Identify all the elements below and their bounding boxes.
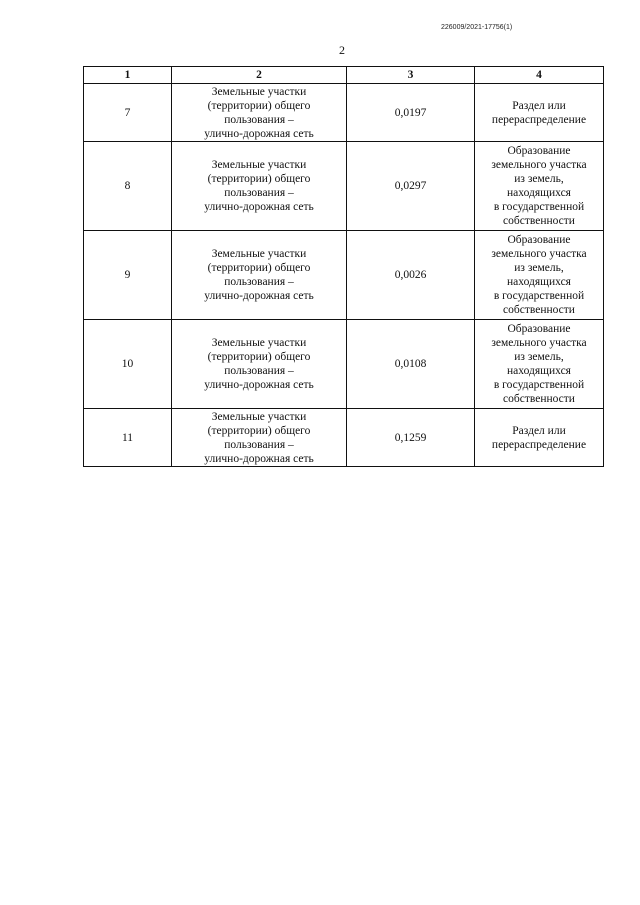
area-value: 0,0026 <box>347 231 475 320</box>
row-number: 8 <box>84 142 172 231</box>
area-value: 0,0108 <box>347 320 475 409</box>
row-number: 11 <box>84 409 172 467</box>
formation-method: Раздел или перераспределение <box>475 84 604 142</box>
header-col-3: 3 <box>347 67 475 84</box>
header-col-4: 4 <box>475 67 604 84</box>
land-category: Земельные участки (территории) общего пользования – улично-дорожная сеть <box>172 409 347 467</box>
area-value: 0,1259 <box>347 409 475 467</box>
formation-method: Образование земельного участка из земель, находящихся в государственной собственности <box>475 142 604 231</box>
page-number: 2 <box>339 43 345 57</box>
table-row <box>84 142 604 231</box>
land-category: Земельные участки (территории) общего пользования – улично-дорожная сеть <box>172 231 347 320</box>
land-category: Земельные участки (территории) общего пользования – улично-дорожная сеть <box>172 84 347 142</box>
table-row <box>84 320 604 409</box>
area-value: 0,0297 <box>347 142 475 231</box>
table-row <box>84 409 604 467</box>
formation-method: Образование земельного участка из земель, находящихся в государственной собственности <box>475 231 604 320</box>
header-col-2: 2 <box>172 67 347 84</box>
land-category: Земельные участки (территории) общего пользования – улично-дорожная сеть <box>172 320 347 409</box>
area-value: 0,0197 <box>347 84 475 142</box>
formation-method: Раздел или перераспределение <box>475 409 604 467</box>
row-number: 7 <box>84 84 172 142</box>
land-category: Земельные участки (территории) общего пользования – улично-дорожная сеть <box>172 142 347 231</box>
table-header-row <box>84 67 604 84</box>
land-plots-table <box>83 66 604 467</box>
row-number: 10 <box>84 320 172 409</box>
table-row <box>84 231 604 320</box>
formation-method: Образование земельного участка из земель, находящихся в государственной собственности <box>475 320 604 409</box>
document-id: 226009/2021-17756(1) <box>441 24 513 31</box>
table-row <box>84 84 604 142</box>
header-col-1: 1 <box>84 67 172 84</box>
row-number: 9 <box>84 231 172 320</box>
